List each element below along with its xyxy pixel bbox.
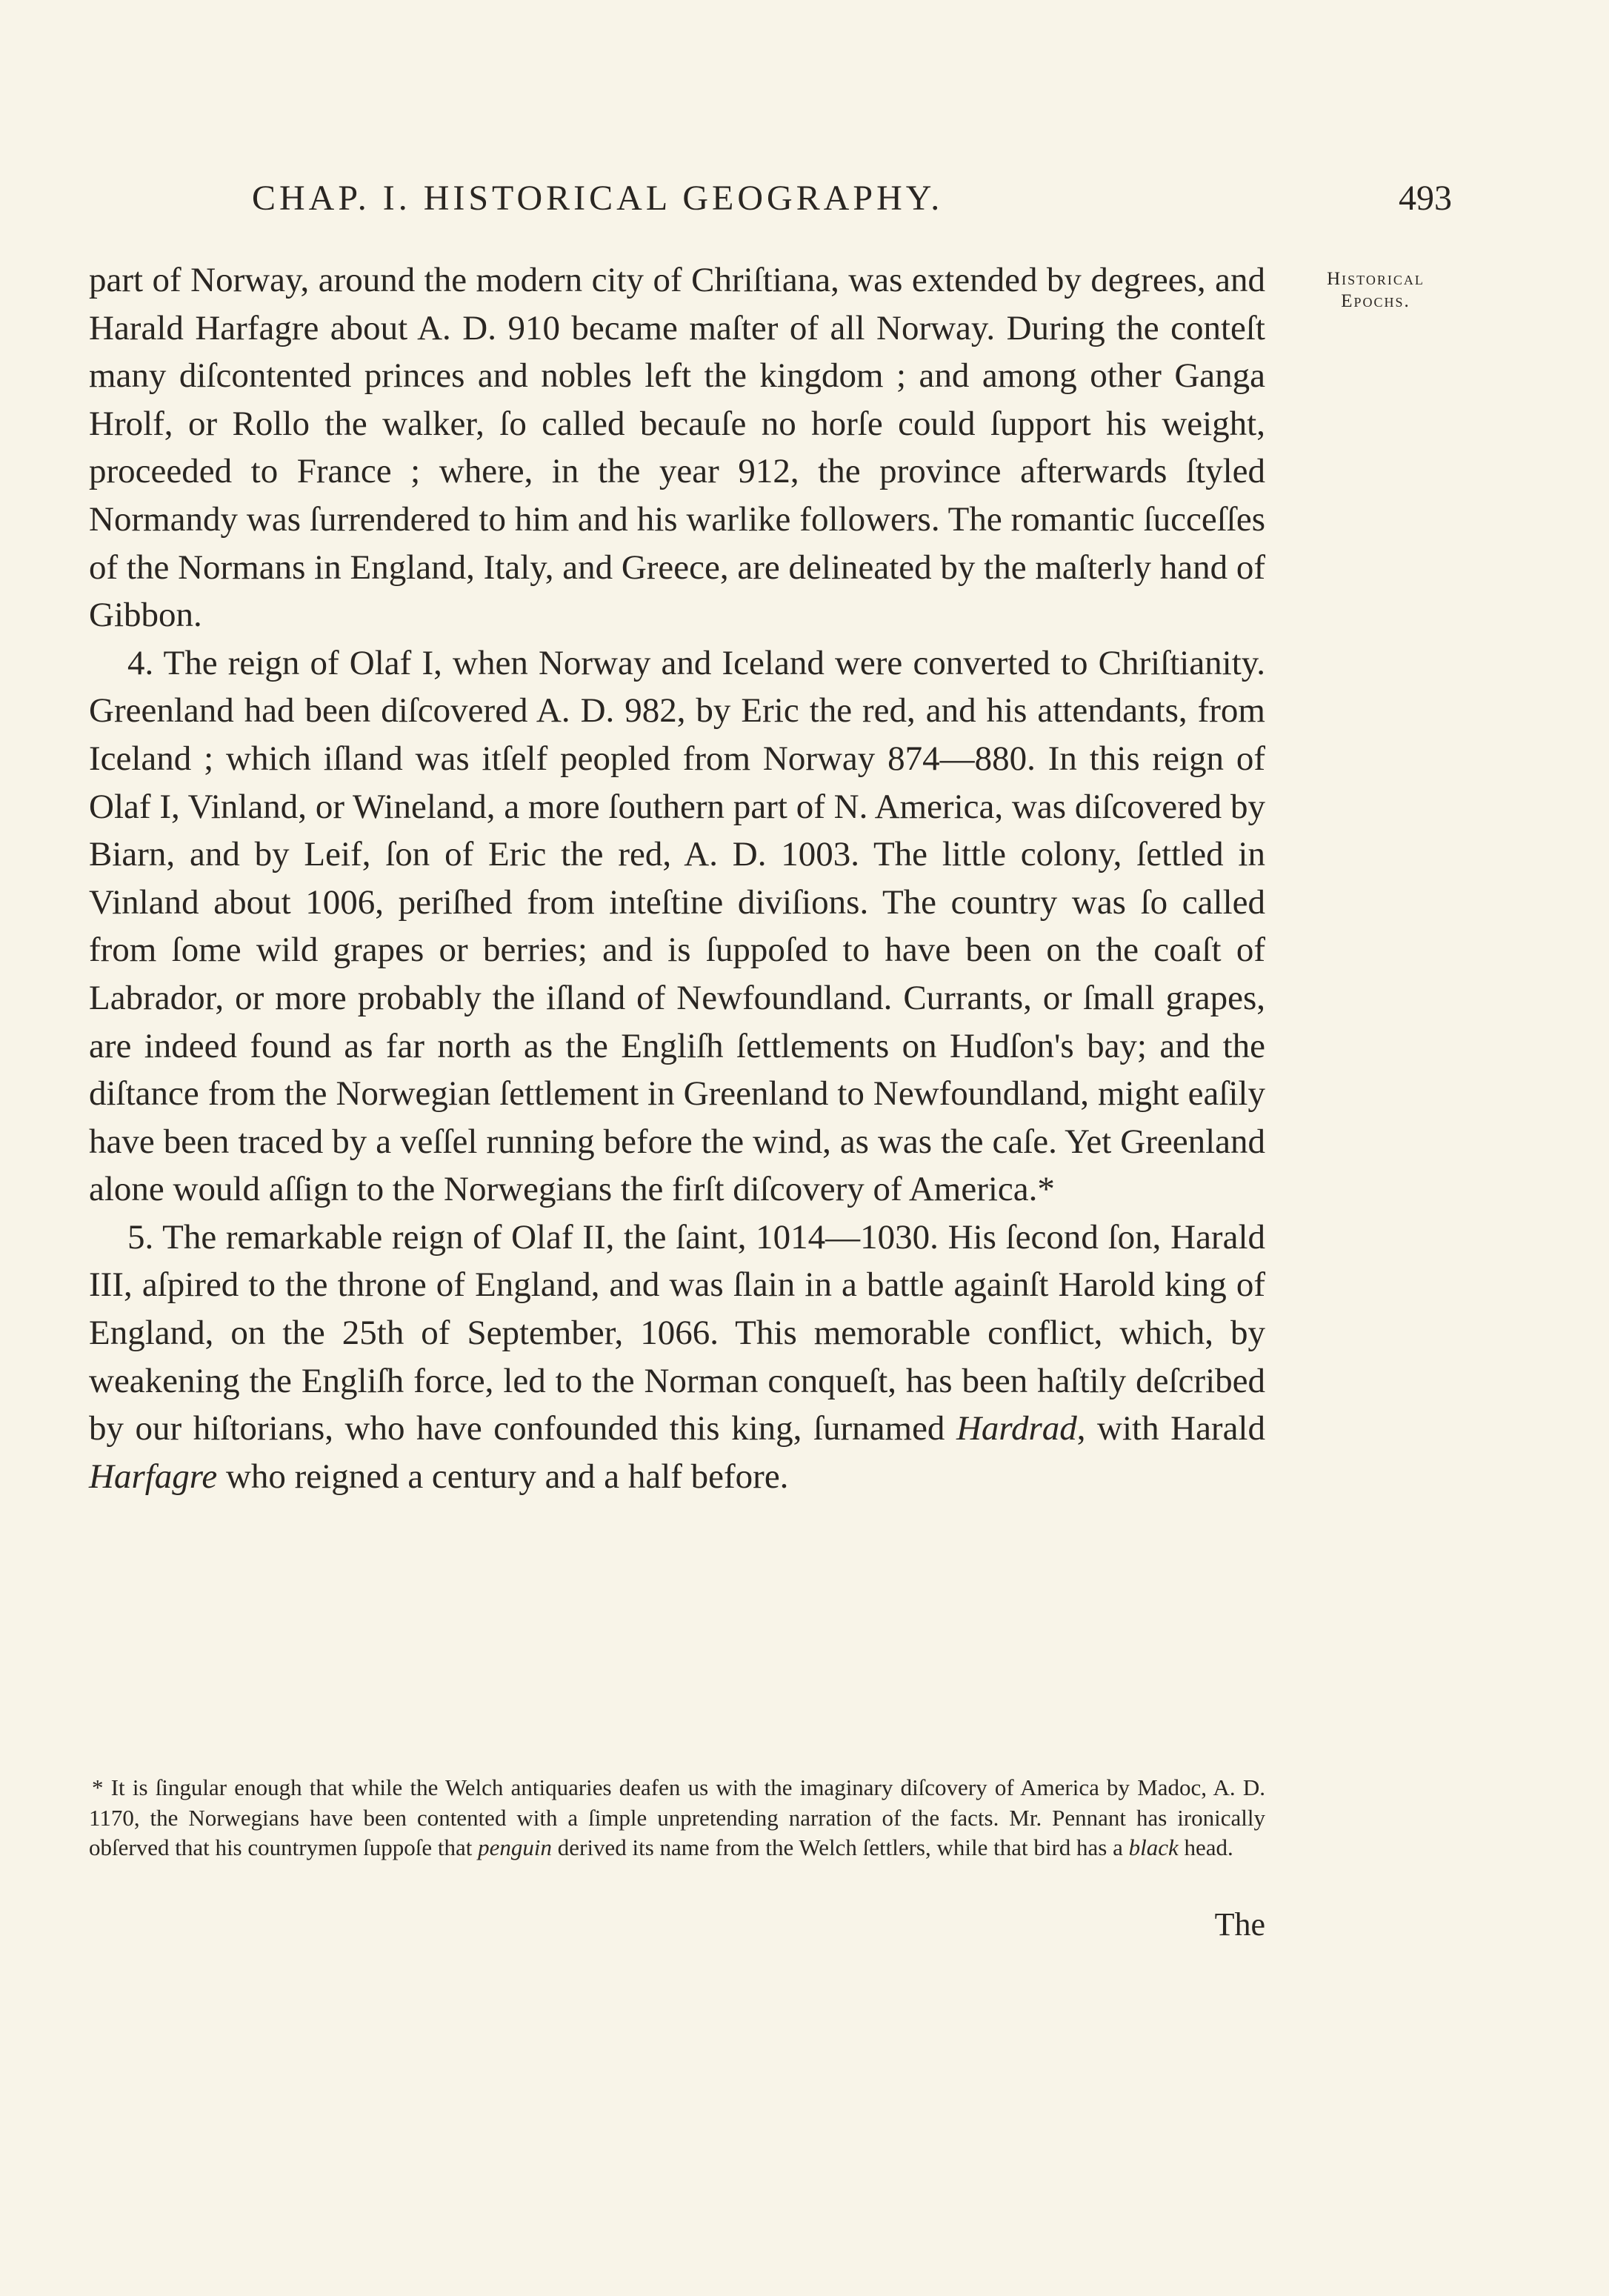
margin-note-line-1: Historical xyxy=(1327,269,1425,289)
paragraph-3 xyxy=(89,1214,1265,1501)
italic-black: black xyxy=(1128,1834,1179,1860)
paragraph-3-text-mid: , with Harald xyxy=(1076,1409,1265,1448)
paragraph-2: 4. The reign of Olaf I, when Norway and Iceland were converted to Chriſtianity. Greenland had been diſcovered A. D. 982, by Eric the red, and his attendants, from Iceland ; which iſland was itſelf peopled from Norway 874—880. In this reign of Olaf I, Vinland, or Wineland, a more ſouthern part of N. America, was diſcovered by Biarn, and by Leif, ſon of Eric the red, A. D. 1003. The little colony, ſettled in Vinland about 1006, periſhed from inteſtine diviſions. The country was ſo called from ſome wild grapes or berries; and is ſuppoſed to have been on the coaſt of Labrador, or more probably the iſland of Newfoundland. Currants, or ſmall grapes, are indeed found as far north as the Engliſh ſettlements on Hudſon's bay; and the diſtance from the Norwegian ſettlement in Greenland to Newfoundland, might eaſily have been traced by a veſſel running before the wind, as was the caſe. Yet Greenland alone would aſſign to the Norwegians the firſt diſcovery of America.* xyxy=(89,643,1265,1209)
chapter-title: CHAP. I. HISTORICAL GEOGRAPHY. xyxy=(252,179,944,218)
paragraph-3-text: 5. The remarkable reign of Olaf II, the ſaint, 1014—1030. His ſecond ſon, Harald III, aſpired to the throne of England, and was ſlain in a battle againſt Harold king of England, on the 25th of September, 1066. This memorable conflict, which, by weakening the Engliſh force, led to the Norman conqueſt, has been haſtily deſcribed by our hiſtorians, who have confounded this king, ſurnamed xyxy=(89,1217,1265,1448)
italic-penguin: penguin xyxy=(478,1834,553,1860)
margin-note-line-2: Epochs. xyxy=(1341,291,1410,311)
page-number: 493 xyxy=(1399,179,1452,218)
body-text xyxy=(89,256,1265,1500)
footnote-text: It is ſingular enough that while the Welch antiquaries deafen us with the imaginary diſcovery of America by Madoc, A. D. 1170, the Norwegians have been contented with a ſimple unpretending narration of the facts. Mr. Pennant has ironically obſerved that his countrymen ſuppoſe that xyxy=(89,1774,1266,1860)
italic-harfagre: Harfagre xyxy=(89,1457,218,1496)
catchword: The xyxy=(1214,1906,1265,1943)
paragraph-1: part of Norway, around the modern city of Chriſtiana, was extended by degrees, and Harald Harfagre about A. D. 910 became maſter of all Norway. During the conteſt many diſcontented princes and nobles left the kingdom ; and among other Ganga Hrolf, or Rollo the walker, ſo called becauſe no horſe could ſupport his weight, proceeded to France ; where, in the year 912, the province afterwards ſtyled Normandy was ſurrendered to him and his warlike followers. The romantic ſucceſſes of the Normans in England, Italy, and Greece, are delineated by the maſterly hand of Gibbon. xyxy=(89,261,1265,635)
footnote-text-mid: derived its name from the Welch ſettlers, while that bird has a xyxy=(552,1834,1129,1860)
margin-note xyxy=(1298,268,1453,313)
footnote xyxy=(89,1773,1265,1863)
footnote-text-end: head. xyxy=(1178,1834,1233,1860)
paragraph-3-text-end: who reigned a century and a half before. xyxy=(217,1457,789,1496)
italic-hardrad: Hardrad xyxy=(956,1409,1077,1448)
footnote-marker: * xyxy=(92,1774,104,1800)
